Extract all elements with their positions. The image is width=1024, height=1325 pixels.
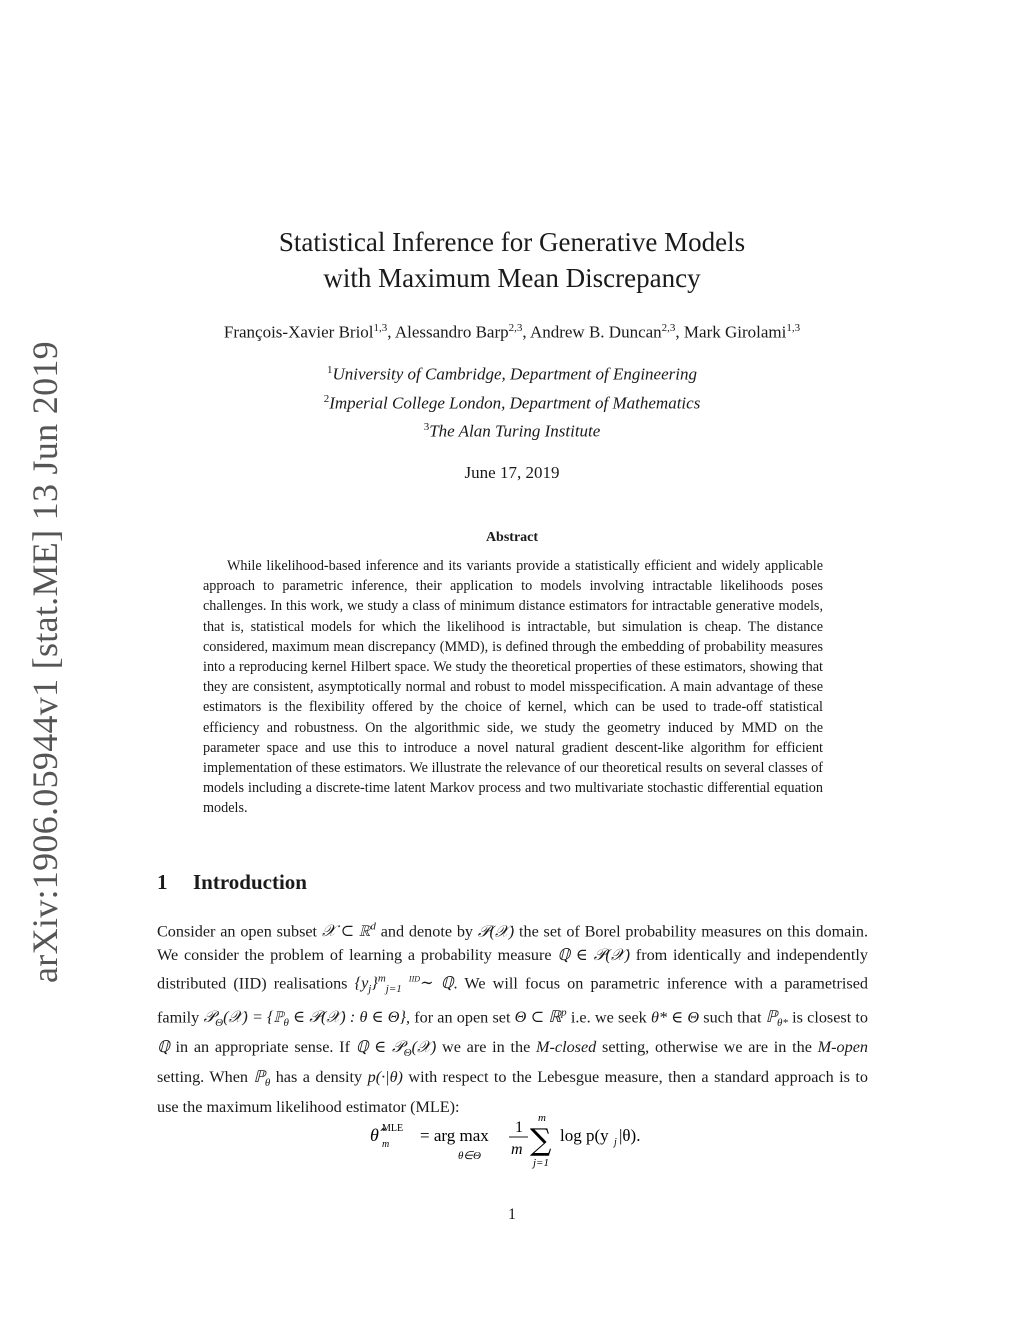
math-inline: p(·|θ) xyxy=(367,1067,403,1086)
section-heading xyxy=(157,870,307,895)
section-title: Introduction xyxy=(193,870,307,894)
intro-text: setting. When xyxy=(157,1067,254,1086)
math-inline: ℚ ∈ 𝒫(𝒳) xyxy=(557,945,631,964)
intro-text: i.e. we seek xyxy=(570,1008,651,1027)
intro-text: , for an open set xyxy=(405,1008,515,1027)
affiliation-sup: 3 xyxy=(423,421,430,434)
intro-text: and denote by xyxy=(375,922,478,941)
title-line-2: with Maximum Mean Discrepancy xyxy=(323,263,701,293)
eq-lhs-sup: MLE xyxy=(382,1123,404,1134)
page-number: 1 xyxy=(508,1206,516,1223)
eq-frac-den: m xyxy=(511,1141,523,1158)
intro-text: has a density xyxy=(270,1067,368,1086)
intro-text: is closest to xyxy=(787,1008,868,1027)
abstract-body: While likelihood-based inference and its variants provide a statistically efficient and widely applicable approach to parametric inference, their application to models involving intractable likelihoods poses challenges. In this work, we study a class of minimum distance estimators for intractable generative models, that is, statistical models for which the likelihood is intractable, but simulation is cheap. The distance considered, maximum mean discrepancy (MMD), is defined through the embedding of probability measures into a reproducing kernel Hilbert space. We study the theoretical properties of these estimators, showing that they are consistent, asymptotically normal and robust to model misspecification. A main advantage of these estimators is the flexibility offered by the choice of kernel, which can be used to trade-off statistical efficiency and robustness. On the algorithmic side, we study the geometry induced by MMD on the parameter space and use this to introduce a novel natural gradient descent-like algorithm for efficient implementation of these estimators. We illustrate the relevance of our theoretical results on several classes of models including a discrete-time latent Markov process and two multivariate stochastic differential equation models. xyxy=(203,558,823,817)
author-name: François-Xavier Briol xyxy=(223,322,374,342)
publication-date: June 17, 2019 xyxy=(464,463,560,482)
author-affil-sup: 2,3 xyxy=(661,322,676,334)
eq-lhs: θ̂ xyxy=(370,1125,379,1145)
eq-sum-top: m xyxy=(538,1112,546,1124)
author-list: François-Xavier Briol$^{1,3}$, Alessandro Barp$^{2,3}$, Andrew B. Duncan$^{2,3}$, Mark Girolami$^{1,3}$ xyxy=(223,322,801,342)
eq-lhs-sub: m xyxy=(382,1139,390,1150)
affiliation-text: Imperial College London, Department of Mathematics xyxy=(329,393,701,413)
affiliation xyxy=(0,387,1024,416)
eq-sum-bottom: j=1 xyxy=(533,1157,549,1169)
intro-text: from identically and independently distributed (IID) realisations xyxy=(157,945,868,992)
emphasis-m-closed: M-closed xyxy=(536,1038,597,1057)
eq-under: θ∈Θ xyxy=(458,1150,481,1162)
intro-text: in an appropriate sense. If xyxy=(169,1038,356,1057)
intro-text: we are in the xyxy=(436,1038,537,1057)
affiliation-sup: 2 xyxy=(323,392,330,405)
abstract-heading: Abstract xyxy=(485,530,539,545)
author-affil-sup: 1,3 xyxy=(786,322,801,334)
intro-text: the set of Borel probability measures on this domain. We consider the problem of learning a probability measure xyxy=(157,922,868,964)
intro-text: Consider an open subset xyxy=(157,922,322,941)
paper-title xyxy=(0,224,1024,296)
section-number: 1 xyxy=(157,870,168,894)
math-inline: ℙ$_\theta$ xyxy=(253,1067,271,1090)
math-inline: ℙ$_{\theta*}$ xyxy=(765,1008,788,1030)
affiliation-sup: 1 xyxy=(326,364,333,376)
eq-rhs-end: |θ). xyxy=(619,1126,641,1145)
author-name: Alessandro Barp xyxy=(394,322,509,342)
author-affil-sup: 1,3 xyxy=(373,322,388,334)
math-inline: $\{y_j\}^m_{j=1}$ $^{IID}$∼ ℚ xyxy=(354,972,454,996)
emphasis-m-open: M-open xyxy=(817,1038,868,1057)
eq-rhs-sub: j xyxy=(614,1137,617,1148)
eq-rhs: log p(y xyxy=(560,1126,609,1145)
arxiv-identifier-stamp: arXiv:1906.05944v1 [stat.ME] 13 Jun 2019 xyxy=(25,341,65,983)
author-affil-sup: 2,3 xyxy=(508,322,523,334)
author-name: Andrew B. Duncan xyxy=(529,322,662,342)
intro-text: such that xyxy=(699,1008,766,1027)
affiliation xyxy=(0,415,1024,444)
eq-sum-sign: ∑ xyxy=(530,1123,552,1158)
author-name: Mark Girolami xyxy=(683,322,787,342)
mle-equation xyxy=(0,1108,1024,1170)
introduction-paragraph xyxy=(157,916,868,1119)
eq-equals-argmax: = arg max xyxy=(420,1126,489,1145)
intro-text: with respect to the Lebesgue measure, then a standard approach is to use the maximum likelihood estimator (MLE): xyxy=(157,1067,868,1116)
intro-text: . We will focus on parametric inference with a parametrised family xyxy=(157,973,869,1027)
math-inline: 𝒫$_\Theta$(𝒳) = {ℙ$_\theta$ ∈ 𝒫(𝒳) : θ ∈ Θ} xyxy=(203,1008,406,1030)
affiliation-list xyxy=(0,358,1024,444)
math-inline: θ* ∈ Θ xyxy=(650,1008,700,1027)
affiliation-text: The Alan Turing Institute xyxy=(429,421,601,441)
math-inline: ℚ xyxy=(157,1038,170,1057)
math-inline: 𝒳 ⊂ ℝ$^d$ xyxy=(321,921,376,941)
math-inline: Θ ⊂ ℝ$^p$ xyxy=(514,1006,567,1027)
math-inline: 𝒫(𝒳) xyxy=(477,922,515,941)
mle-equation-svg xyxy=(360,1108,660,1170)
affiliation xyxy=(0,358,1024,387)
intro-text: setting, otherwise we are in the xyxy=(596,1038,818,1057)
eq-frac-num: 1 xyxy=(515,1119,523,1136)
title-line-1: Statistical Inference for Generative Models xyxy=(278,227,746,257)
affiliation-text: University of Cambridge, Department of Engineering xyxy=(332,364,697,384)
math-inline: ℚ ∈ 𝒫$_\Theta$(𝒳) xyxy=(355,1038,437,1060)
